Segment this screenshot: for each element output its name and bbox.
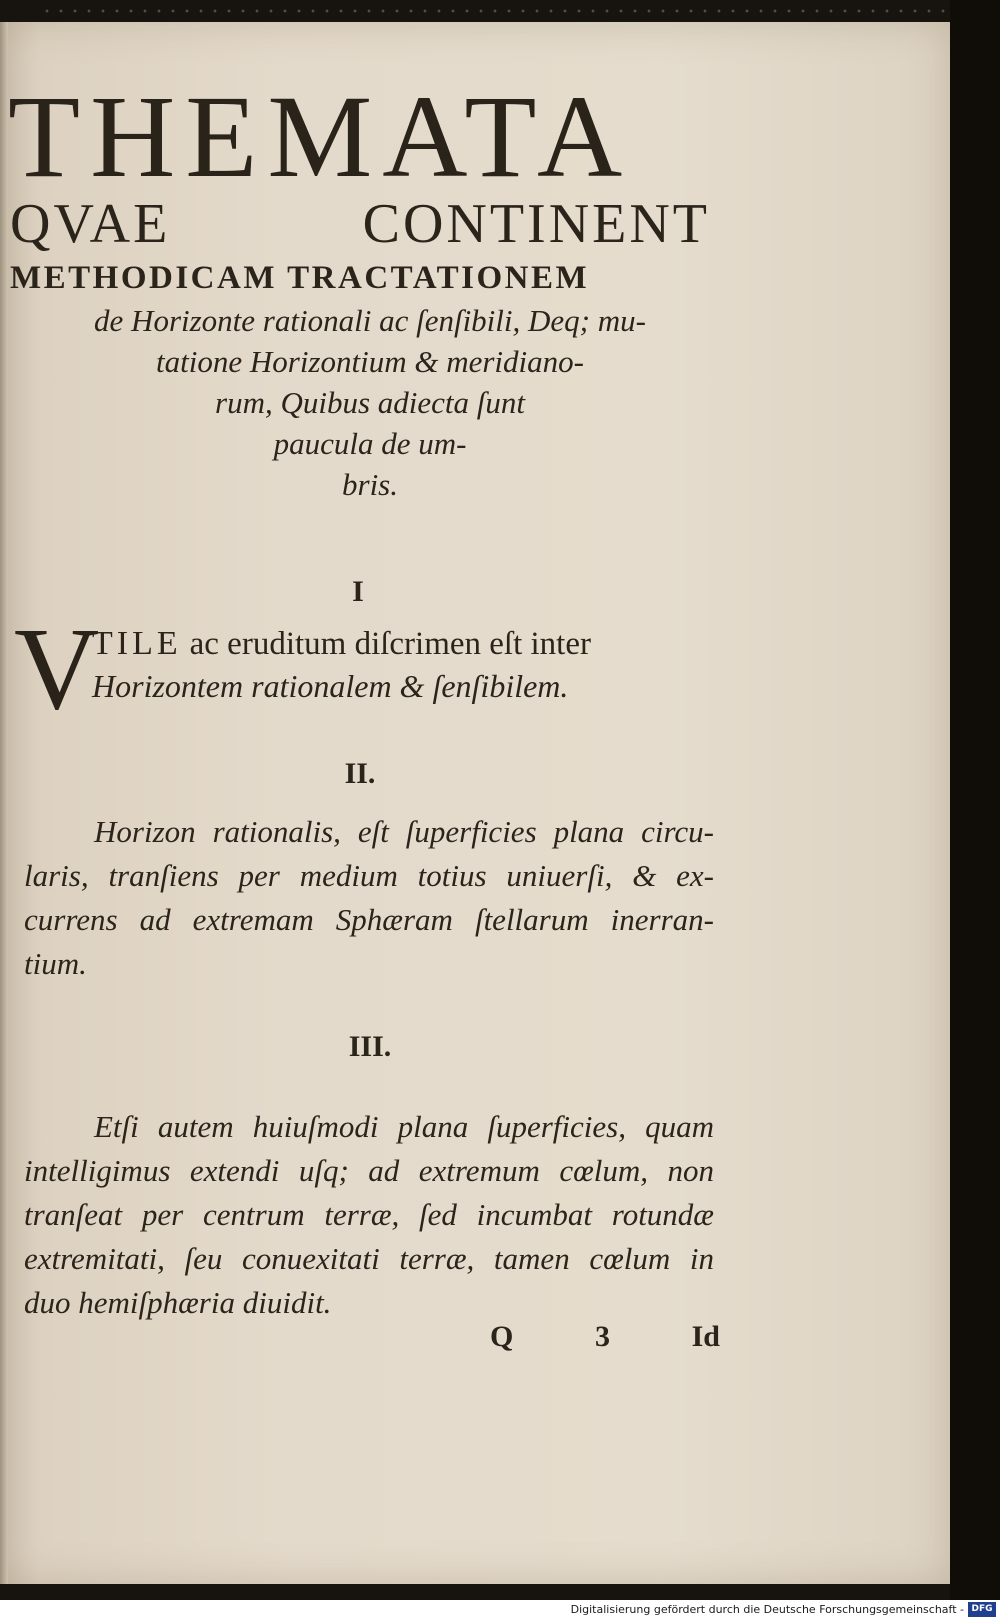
section-1-line-2: Horizontem rationalem & ſenſibilem. — [92, 668, 569, 704]
paragraph-line: extremitati, ſeu conuexitati terræ, tamen cœlum in — [24, 1241, 714, 1276]
paragraph-line: Etſi autem huiuſmodi plana ſuperficies, quam — [94, 1109, 714, 1144]
paragraph-line: intelligimus extendi uſq; ad extremum cœlum, non — [24, 1153, 714, 1188]
title-word-continent: CONTINENT — [362, 193, 710, 255]
title-word-quae: QVAE — [10, 193, 171, 255]
subtitle-line: bris. — [342, 467, 398, 502]
signature-mark: Q — [490, 1320, 514, 1353]
paragraph-line: laris, tranſiens per medium totius uniuerſi, & ex- — [24, 858, 714, 893]
page-edge-dots — [40, 0, 990, 20]
section-1-lead-word: TILE — [92, 625, 182, 662]
paragraph-line: currens ad extremam Sphæram ſtellarum inerran- — [24, 902, 714, 937]
footer-credit: Digitalisierung gefördert durch die Deutsche Forschungsgemeinschaft - — [570, 1603, 964, 1616]
subtitle-line: tatione Horizontium & meridiano- — [156, 344, 584, 379]
title-subtitle — [40, 300, 700, 505]
section-1-line-1 — [92, 625, 712, 663]
section-numeral-3: III. — [348, 1030, 392, 1063]
scan-right-margin — [950, 0, 1000, 1600]
section-3-paragraph — [24, 1105, 714, 1325]
section-numeral-2: II. — [344, 757, 376, 790]
subtitle-line: rum, Quibus adiecta ſunt — [215, 385, 525, 420]
section-1-line-1-rest: ac eruditum diſcrimen eſt inter — [189, 626, 591, 662]
subtitle-line: de Horizonte rationali ac ſenſibili, Deq; mu- — [94, 303, 646, 338]
page-binding-edge — [0, 22, 8, 1584]
signature-number: 3 — [594, 1320, 610, 1353]
catchword: Id — [691, 1320, 720, 1353]
title-quae-continent — [10, 193, 710, 255]
section-2-paragraph — [24, 810, 714, 986]
dfg-logo-icon: DFG — [968, 1602, 996, 1617]
section-numeral-1: I — [352, 575, 364, 608]
subtitle-line: paucula de um- — [273, 426, 467, 461]
book-page — [0, 22, 950, 1584]
title-themata: THEMATA — [8, 71, 633, 202]
paragraph-line: tranſeat per centrum terræ, ſed incumbat rotundæ — [24, 1197, 714, 1232]
signature-line — [490, 1320, 720, 1354]
footer-bar — [0, 1600, 1000, 1620]
drop-cap: V — [14, 603, 100, 734]
paragraph-line: tium. — [24, 946, 87, 981]
title-methodicam: METHODICAM TRACTATIONEM — [10, 260, 590, 296]
paragraph-line: duo hemiſphæria diuidit. — [24, 1285, 332, 1320]
paragraph-line: Horizon rationalis, eſt ſuperficies plana circu- — [94, 814, 714, 849]
